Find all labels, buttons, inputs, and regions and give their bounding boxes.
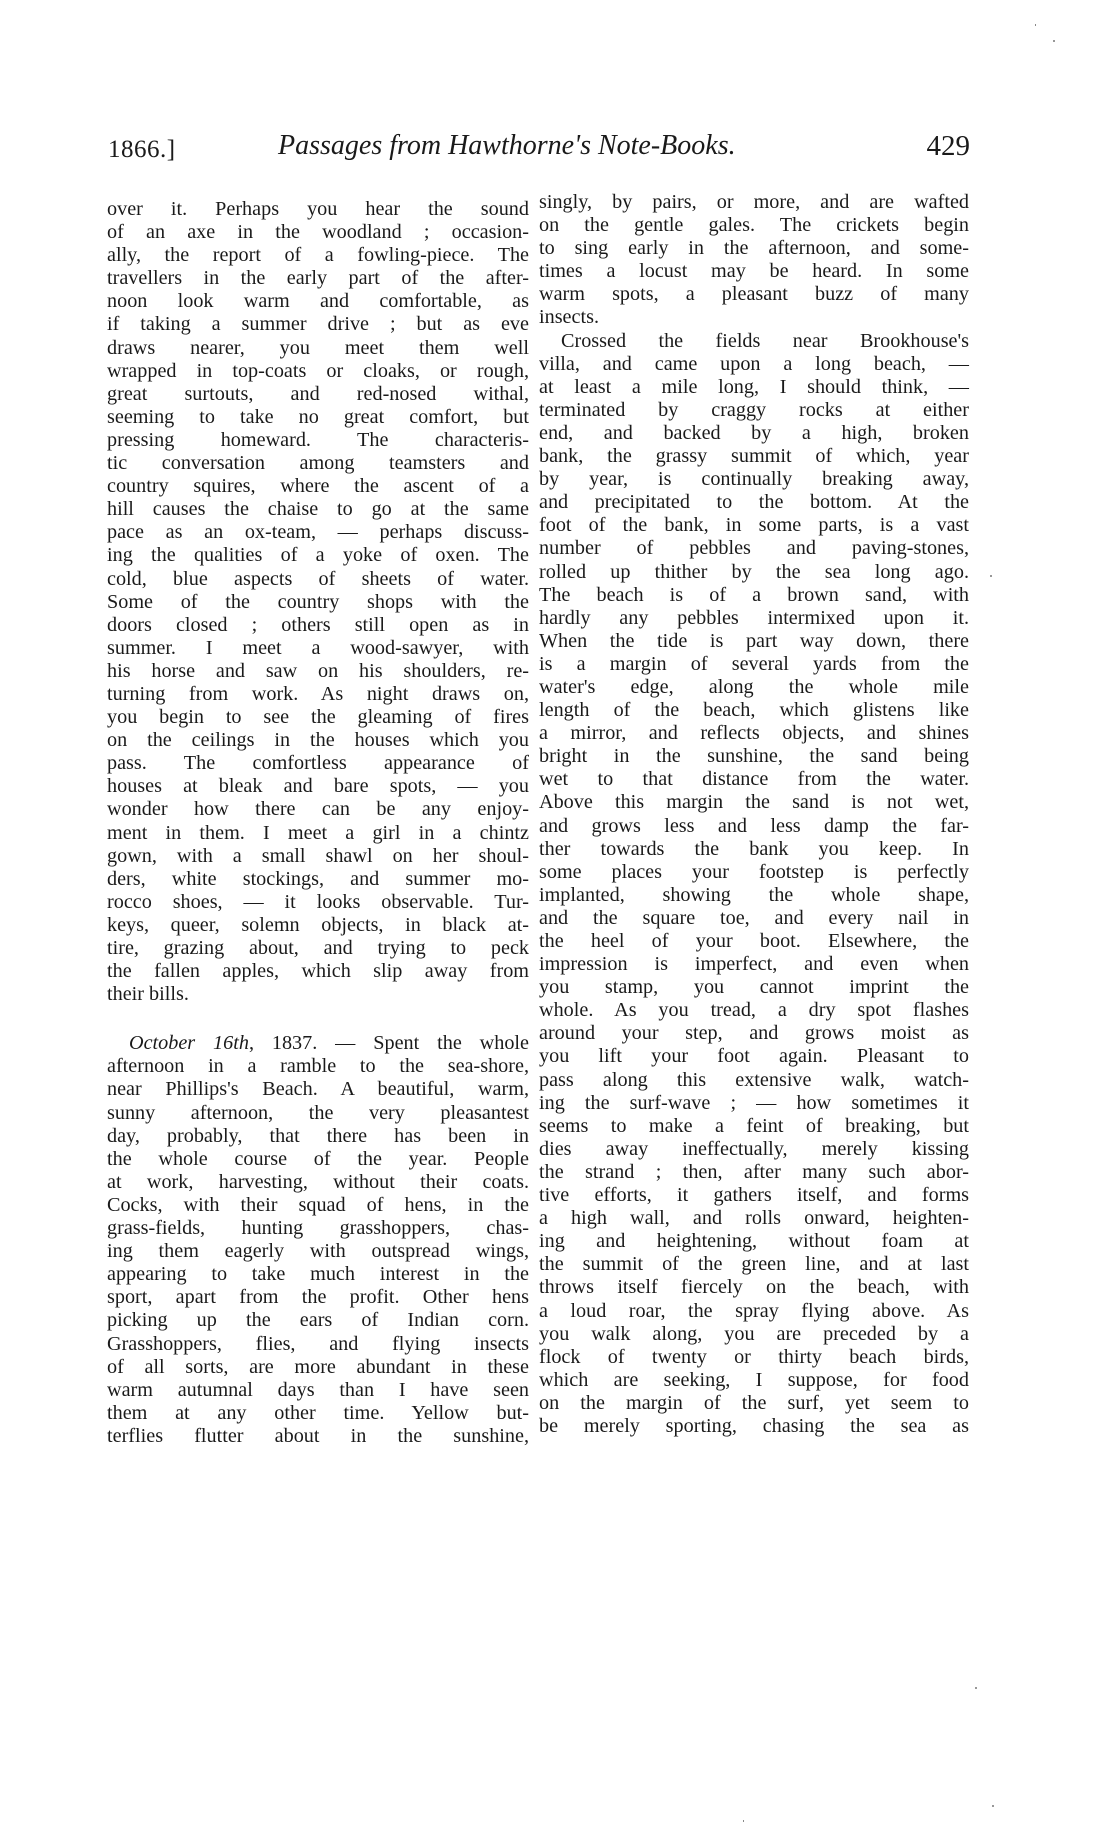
running-title: Passages from Hawthorne's Note-Books. — [278, 130, 736, 161]
text-line: bright in the sunshine, the sand being — [539, 745, 969, 768]
entry-date-day — [213, 1032, 249, 1054]
entry-date-day-text: 16th — [213, 1032, 249, 1055]
text-line: singly, by pairs, or more, and are wafted — [539, 191, 969, 213]
text-line: the summit of the green line, and at last — [539, 1253, 969, 1276]
text-line: some places your footstep is perfectly — [539, 860, 969, 883]
text-line: draws nearer, you meet them well — [107, 336, 529, 359]
text-line: Some of the country shops with the — [107, 590, 529, 613]
text-line: pressing homeward. The characteris- — [107, 428, 529, 451]
text-line: country squires, where the ascent of a — [107, 475, 529, 498]
text-line: and grows less and less damp the far- — [539, 814, 969, 837]
text-line: the whole course of the year. People — [107, 1147, 529, 1170]
text-line: wonder how there can be any enjoy- — [107, 798, 529, 821]
text-line: you stamp, you cannot imprint the — [539, 976, 969, 999]
text-line: summer. I meet a wood-sawyer, with — [107, 636, 529, 659]
text-line: of all sorts, are more abundant in these — [107, 1355, 529, 1378]
text-line: villa, and came upon a long beach, — — [539, 352, 969, 375]
text-line: the strand ; then, after many such abor- — [539, 1160, 969, 1183]
text-line: hill causes the chaise to go at the same — [107, 498, 529, 521]
text-line: wet to that distance from the water. — [539, 768, 969, 791]
print-speck — [1035, 24, 1036, 26]
text-line: end, and backed by a high, broken — [539, 421, 969, 444]
print-speck — [990, 575, 992, 577]
text-line: cold, blue aspects of sheets of water. — [107, 567, 529, 590]
text-line: ing the qualities of a yoke of oxen. The — [107, 544, 529, 567]
page-number: 429 — [926, 130, 970, 162]
text-line: tive efforts, it gathers itself, and forms — [539, 1184, 969, 1207]
text-line: ders, white stockings, and summer mo- — [107, 867, 529, 890]
text-line: foot of the bank, in some parts, is a vast — [539, 514, 969, 537]
text-line: be merely sporting, chasing the sea as — [539, 1414, 969, 1437]
text-line: times a locust may be heard. In some — [539, 260, 969, 283]
text-line: tic conversation among teamsters and — [107, 452, 529, 475]
text-line: terminated by craggy rocks at either — [539, 398, 969, 421]
text-line: the heel of your boot. Elsewhere, the — [539, 930, 969, 952]
text-line: warm autumnal days than I have seen — [107, 1378, 529, 1401]
text-line: his horse and saw on his shoulders, re- — [107, 659, 529, 682]
text-line: whole. As you tread, a dry spot flashes — [539, 999, 969, 1022]
text-line: wrapped in top-coats or cloaks, or rough, — [107, 359, 529, 382]
text-line: bank, the grassy summit of which, year — [539, 445, 969, 468]
text-line: a mirror, and reflects objects, and shines — [539, 722, 969, 745]
text-line: on the margin of the surf, yet seem to — [539, 1391, 969, 1414]
text-line: at least a mile long, I should think, — — [539, 375, 969, 398]
text-line: hardly any pebbles intermixed upon it. — [539, 606, 969, 629]
text-line: length of the beach, which glistens like — [539, 699, 969, 722]
text-line: on the gentle gales. The crickets begin — [539, 214, 969, 237]
text-line: you begin to see the gleaming of fires — [107, 706, 529, 729]
text-line: and the square toe, and every nail in — [539, 906, 969, 929]
text-line: pace as an ox-team, — perhaps discuss- — [107, 521, 529, 544]
text-line: terflies flutter about in the sunshine, — [107, 1424, 529, 1447]
text-line: rolled up thither by the sea long ago. — [539, 560, 969, 583]
text-line: turning from work. As night draws on, — [107, 682, 529, 705]
text-line: Grasshoppers, flies, and flying insects — [107, 1332, 529, 1355]
text-line: near Phillips's Beach. A beautiful, warm, — [107, 1078, 529, 1101]
text-line: ther towards the bank you keep. In — [539, 837, 969, 860]
text-line: the fallen apples, which slip away from — [107, 960, 529, 983]
entry-date-year: , 1837. — Spent the whole — [248, 1032, 530, 1055]
text-line: is a margin of several yards from the — [539, 652, 969, 675]
print-speck — [992, 1805, 994, 1807]
text-line: houses at bleak and bare spots, — you — [107, 775, 529, 798]
text-line: flock of twenty or thirty beach birds, — [539, 1345, 969, 1368]
entry-body — [107, 1055, 529, 1448]
text-line: Crossed the fields near Brookhouse's — [561, 329, 969, 352]
entry-date-line — [107, 1032, 529, 1055]
text-line: their bills. — [107, 983, 189, 1006]
text-line: which are seeking, I suppose, for food — [539, 1368, 969, 1391]
text-line: sunny afternoon, the very pleasantest — [107, 1101, 529, 1124]
text-line: ally, the report of a fowling-piece. The — [107, 244, 529, 267]
text-line: day, probably, that there has been in — [107, 1124, 529, 1147]
text-line: rocco shoes, — it looks observable. Tur- — [107, 890, 529, 913]
text-line: ing the surf-wave ; — how sometimes it — [539, 1091, 969, 1114]
text-line: seems to make a feint of breaking, but — [539, 1114, 969, 1137]
text-line: you lift your foot again. Pleasant to — [539, 1045, 969, 1068]
text-line: doors closed ; others still open as in — [107, 613, 529, 636]
text-line: implanted, showing the whole shape, — [539, 883, 969, 906]
text-line: of an axe in the woodland ; occasion- — [107, 221, 529, 244]
text-line: ing them eagerly with outspread wings, — [107, 1240, 529, 1263]
journal-entry — [107, 1032, 529, 1448]
print-speck — [743, 1820, 744, 1822]
text-line: grass-fields, hunting grasshoppers, chas- — [107, 1217, 529, 1240]
text-line: warm spots, a pleasant buzz of many — [539, 283, 969, 306]
text-line: great surtouts, and red-nosed withal, — [107, 382, 529, 405]
header-year: 1866.] — [108, 136, 176, 163]
text-line: around your step, and grows moist as — [539, 1022, 969, 1045]
text-line: pass. The comfortless appearance of — [107, 752, 529, 775]
entry-spacer — [107, 1006, 529, 1032]
paragraph-beach — [539, 330, 969, 1439]
text-line: noon look warm and comfortable, as — [107, 290, 529, 313]
text-line: sport, apart from the profit. Other hens — [107, 1286, 529, 1309]
text-line: water's edge, along the whole mile — [539, 675, 969, 698]
text-line: tire, grazing about, and trying to peck — [107, 937, 529, 959]
entry-date-month: October — [129, 1032, 196, 1055]
paragraph-continued — [539, 191, 969, 330]
text-line: The beach is of a brown sand, with — [539, 583, 969, 606]
text-line: appearing to take much interest in the — [107, 1263, 529, 1286]
left-column — [107, 198, 529, 1448]
text-line: insects. — [539, 306, 599, 329]
text-line: on the ceilings in the houses which you — [107, 729, 529, 752]
text-line: a loud roar, the spray flying above. As — [539, 1299, 969, 1322]
text-line: dies away ineffectually, merely kissing — [539, 1137, 969, 1160]
text-line: and precipitated to the bottom. At the — [539, 491, 969, 514]
text-line: at work, harvesting, without their coats. — [107, 1170, 529, 1193]
text-line: keys, queer, solemn objects, in black at- — [107, 913, 529, 936]
text-line: picking up the ears of Indian corn. — [107, 1309, 529, 1332]
text-line: by year, is continually breaking away, — [539, 468, 969, 491]
text-line: gown, with a small shawl on her shoul- — [107, 844, 529, 867]
text-line: pass along this extensive walk, watch- — [539, 1068, 969, 1091]
paragraph-continued — [107, 198, 529, 1006]
running-header — [108, 128, 970, 168]
right-column — [539, 191, 969, 1438]
text-line: ment in them. I meet a girl in a chintz — [107, 821, 529, 844]
text-line: over it. Perhaps you hear the sound — [107, 198, 529, 220]
text-line: Above this margin the sand is not wet, — [539, 791, 969, 814]
text-line: afternoon in a ramble to the sea-shore, — [107, 1055, 529, 1078]
text-line: travellers in the early part of the after- — [107, 267, 529, 290]
print-speck — [1053, 40, 1055, 42]
text-line: impression is imperfect, and even when — [539, 953, 969, 976]
text-line: throws itself fiercely on the beach, with — [539, 1276, 969, 1299]
text-line: Cocks, with their squad of hens, in the — [107, 1193, 529, 1216]
text-line: to sing early in the afternoon, and some- — [539, 237, 969, 260]
text-line: number of pebbles and paving-stones, — [539, 537, 969, 560]
print-speck — [975, 1687, 977, 1689]
text-line: if taking a summer drive ; but as eve — [107, 313, 529, 336]
text-line: ing and heightening, without foam at — [539, 1230, 969, 1253]
text-line: them at any other time. Yellow but- — [107, 1401, 529, 1424]
text-line: When the tide is part way down, there — [539, 629, 969, 652]
text-line: a high wall, and rolls onward, heighten- — [539, 1207, 969, 1230]
text-line: seeming to take no great comfort, but — [107, 405, 529, 428]
text-line: you walk along, you are preceded by a — [539, 1322, 969, 1345]
